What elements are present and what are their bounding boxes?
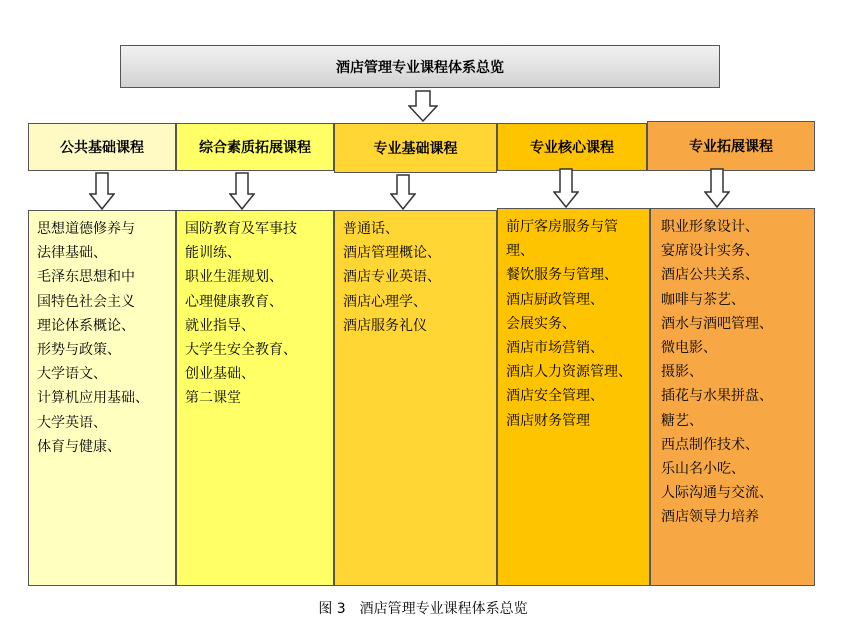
course-item: 摄影、 bbox=[661, 364, 703, 381]
down-arrow-icon bbox=[704, 168, 730, 208]
course-item: 宴席设计实务、 bbox=[661, 243, 759, 260]
course-item: 酒店专业英语、 bbox=[343, 269, 441, 286]
course-item: 职业生涯规划、 bbox=[185, 269, 283, 286]
course-item: 插花与水果拼盘、 bbox=[661, 388, 773, 405]
course-item: 酒店心理学、 bbox=[343, 293, 427, 310]
course-item: 微电影、 bbox=[661, 340, 717, 357]
down-arrow-icon bbox=[229, 172, 255, 210]
column-header-major-basic bbox=[334, 123, 497, 173]
course-item: 酒店厨政管理、 bbox=[506, 291, 604, 308]
course-item: 酒店安全管理、 bbox=[506, 388, 604, 405]
course-item: 大学生安全教育、 bbox=[185, 342, 297, 359]
course-item: 酒店财务管理 bbox=[506, 412, 590, 429]
down-arrow-icon bbox=[390, 174, 416, 210]
course-item: 酒店公共关系、 bbox=[661, 267, 759, 284]
column-header-public-basic bbox=[28, 123, 176, 171]
course-item: 创业基础、 bbox=[185, 366, 255, 383]
course-item: 酒店领导力培养 bbox=[661, 509, 759, 526]
course-item: 理论体系概论、 bbox=[37, 317, 135, 334]
course-item: 思想道德修养与 bbox=[37, 221, 135, 237]
course-list-major-extension bbox=[650, 208, 815, 586]
course-item: 大学语文、 bbox=[37, 366, 107, 383]
course-item: 前厅客房服务与管 bbox=[506, 219, 618, 235]
course-list-quality-extension bbox=[176, 210, 334, 586]
course-list-major-core bbox=[497, 208, 650, 586]
course-item: 第二课堂 bbox=[185, 390, 241, 407]
course-item: 酒店市场营销、 bbox=[506, 340, 604, 357]
column-header-label: 专业核心课程 bbox=[530, 140, 614, 156]
course-item: 酒店人力资源管理、 bbox=[506, 364, 632, 381]
course-item: 酒水与酒吧管理、 bbox=[661, 315, 773, 332]
course-item: 人际沟通与交流、 bbox=[661, 485, 773, 502]
course-item: 糖艺、 bbox=[661, 412, 703, 429]
course-item: 计算机应用基础、 bbox=[37, 390, 149, 407]
column-header-label: 公共基础课程 bbox=[60, 140, 144, 156]
course-item: 大学英语、 bbox=[37, 414, 107, 431]
course-item: 餐饮服务与管理、 bbox=[506, 267, 618, 284]
course-item: 咖啡与茶艺、 bbox=[661, 291, 745, 308]
course-item: 乐山名小吃、 bbox=[661, 461, 745, 478]
course-item: 职业形象设计、 bbox=[661, 219, 759, 235]
column-header-label: 专业基础课程 bbox=[373, 141, 458, 157]
course-item: 会展实务、 bbox=[506, 315, 576, 332]
course-item: 理、 bbox=[506, 243, 534, 260]
course-item: 法律基础、 bbox=[37, 245, 107, 262]
course-item: 酒店服务礼仪 bbox=[343, 317, 427, 334]
course-item: 体育与健康、 bbox=[37, 438, 121, 455]
course-item: 国特色社会主义 bbox=[37, 293, 135, 310]
course-item: 心理健康教育、 bbox=[185, 293, 283, 310]
column-header-label: 综合素质拓展课程 bbox=[199, 140, 311, 156]
down-arrow-icon bbox=[553, 168, 579, 208]
course-list-major-basic bbox=[334, 210, 497, 586]
course-list-public-basic bbox=[28, 210, 176, 586]
column-header-major-core bbox=[497, 123, 647, 171]
course-item: 形势与政策、 bbox=[37, 342, 121, 359]
course-item: 普通话、 bbox=[343, 221, 399, 237]
course-item: 国防教育及军事技 bbox=[185, 221, 297, 237]
diagram-title: 酒店管理专业课程体系总览 bbox=[120, 45, 720, 88]
column-header-quality-extension bbox=[176, 123, 334, 171]
column-header-label: 专业拓展课程 bbox=[689, 139, 773, 155]
course-item: 西点制作技术、 bbox=[661, 436, 759, 453]
course-item: 就业指导、 bbox=[185, 317, 255, 334]
course-item: 毛泽东思想和中 bbox=[37, 269, 135, 286]
down-arrow-icon bbox=[89, 172, 115, 210]
figure-caption: 图 3 酒店管理专业课程体系总览 bbox=[318, 601, 528, 617]
course-item: 酒店管理概论、 bbox=[343, 245, 441, 262]
course-item: 能训练、 bbox=[185, 245, 241, 262]
column-header-major-extension bbox=[647, 121, 815, 171]
down-arrow-icon bbox=[408, 90, 438, 122]
